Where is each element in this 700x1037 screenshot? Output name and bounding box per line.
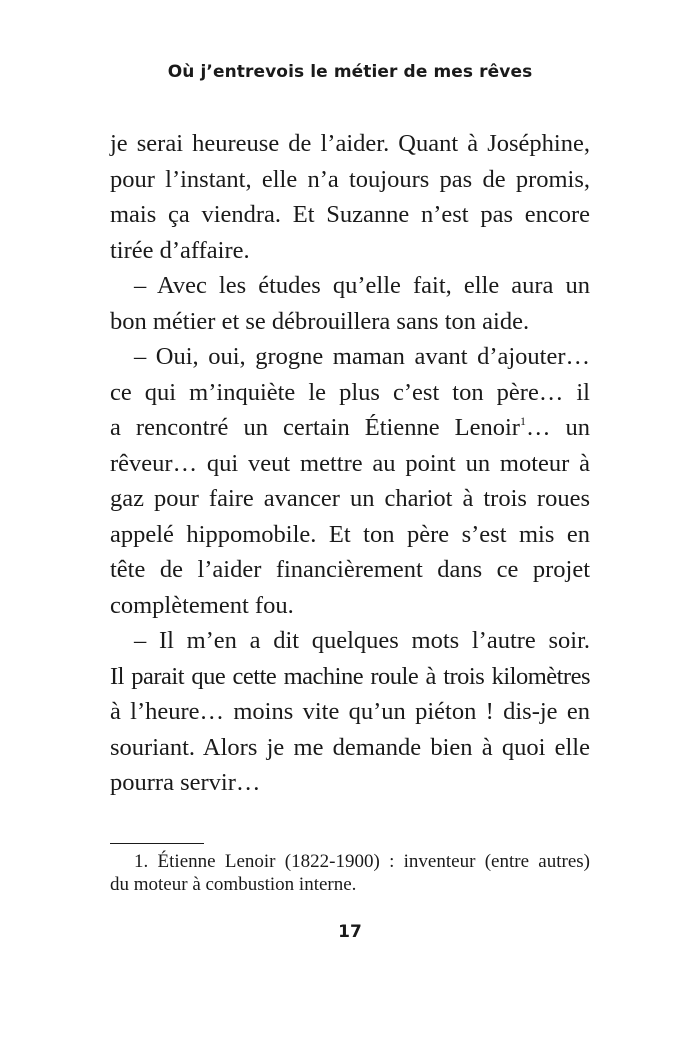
text-line: bon métier et se débrouillera sans ton aide. bbox=[110, 307, 530, 335]
text-line: – Oui, oui, grogne maman avant d’ajouter… bbox=[134, 343, 590, 370]
text-line: souriant. Alors je me demande bien à quoi elle bbox=[110, 733, 590, 761]
text-fragment: … un bbox=[525, 414, 590, 441]
footnote bbox=[110, 850, 590, 896]
text-line: – Il m’en a dit quelques mots l’autre soir. bbox=[134, 627, 590, 654]
text-line: à l’heure… moins vite qu’un piéton ! dis-je en bbox=[110, 698, 590, 725]
text-line: tête de l’aider financièrement dans ce projet bbox=[110, 556, 590, 583]
text-line: pourra servir… bbox=[110, 769, 261, 796]
text-line: complètement fou. bbox=[110, 591, 294, 619]
footnote-divider bbox=[110, 843, 204, 844]
footnote-line: 1. Étienne Lenoir (1822-1900) : inventeur (entre autres) bbox=[134, 851, 590, 872]
text-fragment: a rencontré un certain Étienne Lenoir bbox=[110, 414, 520, 441]
text-line: tirée d’affaire. bbox=[110, 236, 250, 264]
text-line-with-footnote bbox=[110, 410, 590, 446]
text-line: – Avec les études qu’elle fait, elle aura un bbox=[134, 272, 590, 299]
body-text bbox=[110, 126, 590, 801]
text-line: Il parait que cette machine roule à trois kilomètres bbox=[110, 662, 590, 690]
text-line: pour l’instant, elle n’a toujours pas de promis, bbox=[110, 165, 590, 193]
text-line: appelé hippomobile. Et ton père s’est mis en bbox=[110, 520, 590, 548]
footnote-line: du moteur à combustion interne. bbox=[110, 874, 357, 895]
text-line: gaz pour faire avancer un chariot à trois roues bbox=[110, 485, 590, 512]
page-number: 17 bbox=[338, 922, 362, 942]
text-line: rêveur… qui veut mettre au point un moteur à bbox=[110, 449, 590, 477]
text-line: je serai heureuse de l’aider. Quant à Joséphine, bbox=[110, 130, 590, 157]
footnote-marker: 1 bbox=[519, 414, 526, 428]
text-line: ce qui m’inquiète le plus c’est ton père… il bbox=[110, 378, 590, 406]
running-title: Où j’entrevois le métier de mes rêves bbox=[167, 62, 533, 82]
text-line: mais ça viendra. Et Suzanne n’est pas encore bbox=[110, 201, 590, 228]
